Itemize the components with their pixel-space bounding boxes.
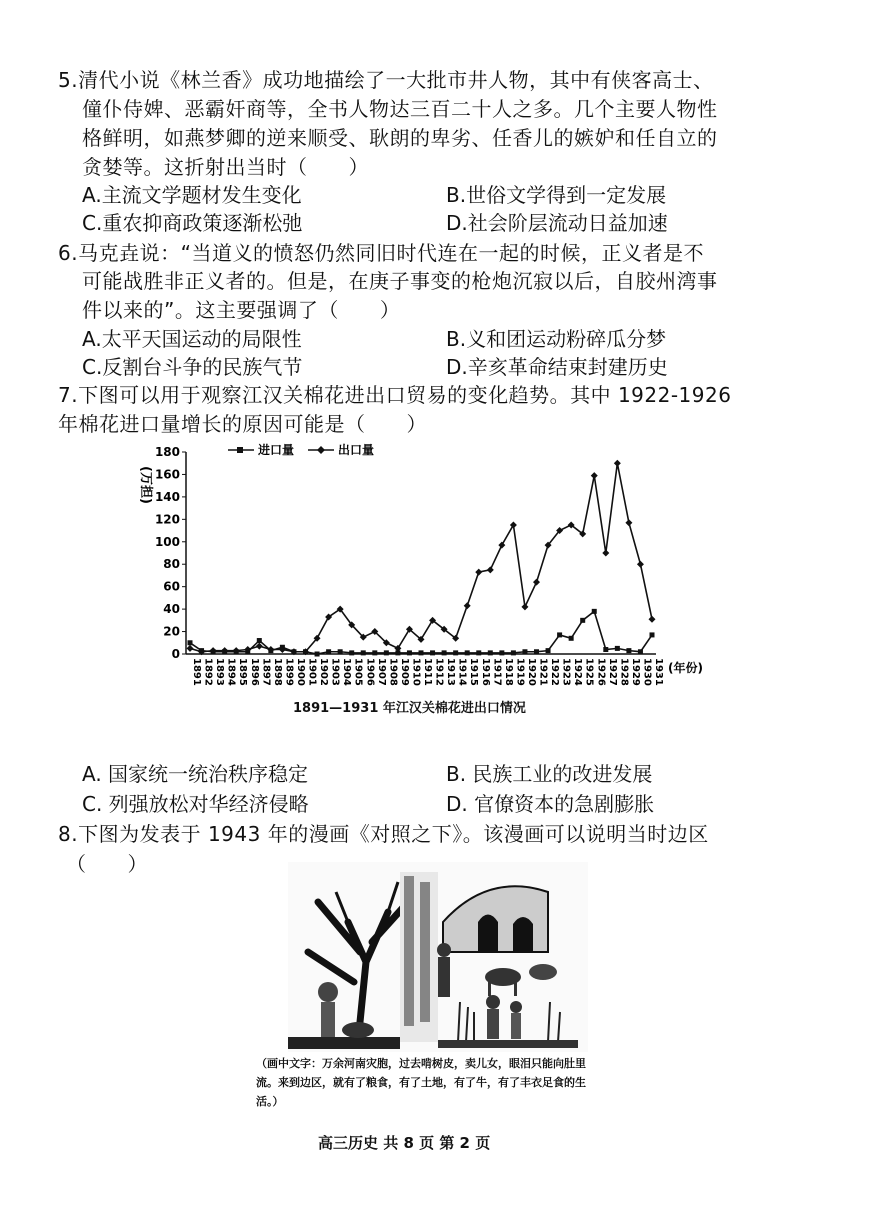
data-point-import [407, 650, 412, 655]
x-tick-label: 1929 [629, 658, 641, 686]
data-point-export [487, 566, 494, 573]
x-tick-label: 1908 [387, 658, 399, 686]
y-tick-label: 20 [163, 624, 180, 639]
x-tick-label: 1894 [225, 658, 237, 686]
data-point-import [522, 649, 527, 654]
option-5d[interactable]: D.社会阶层流动日益加速 [446, 211, 668, 235]
data-point-import [499, 650, 504, 655]
data-point-export [475, 569, 482, 576]
y-axis-ticks [155, 445, 186, 661]
data-point-import [476, 650, 481, 655]
x-tick-label: 1909 [398, 658, 410, 686]
y-tick-label: 40 [163, 602, 180, 617]
x-tick-label: 1898 [271, 658, 283, 686]
data-point-export [533, 579, 540, 586]
question-7-line: 年棉花进口量增长的原因可能是（ ） [58, 412, 427, 436]
data-point-import [569, 636, 574, 641]
x-tick-label: 1911 [422, 658, 433, 686]
data-point-export [591, 472, 598, 479]
x-tick-label: 1891 [191, 658, 202, 686]
x-tick-label: 1927 [606, 658, 618, 686]
option-6a[interactable]: A.太平天国运动的局限性 [82, 327, 302, 351]
data-point-import [638, 649, 643, 654]
x-tick-label: 1893 [214, 658, 226, 686]
x-tick-label: 1919 [514, 658, 526, 686]
x-tick-label: 1926 [595, 658, 607, 686]
question-6-line: 可能战胜非正义者的。但是，在庚子事变的枪炮沉寂以后，自胶州湾事 [82, 269, 718, 293]
x-tick-label: 1900 [294, 658, 306, 686]
cotton-trade-line-chart [130, 438, 720, 698]
x-tick-label: 1916 [479, 658, 491, 686]
x-tick-label: 1901 [306, 658, 318, 686]
data-point-export [602, 550, 609, 557]
x-tick-label: 1892 [202, 658, 214, 686]
x-tick-label: 1903 [329, 658, 341, 686]
y-tick-label: 60 [163, 579, 180, 594]
data-point-export [625, 519, 632, 526]
data-point-export [614, 460, 621, 467]
data-point-import [534, 649, 539, 654]
question-6-line: 件以来的”。这主要强调了（ ） [82, 298, 401, 322]
option-6c[interactable]: C.反割台斗争的民族气节 [82, 355, 303, 379]
data-point-import [603, 647, 608, 652]
option-7d[interactable]: D. 官僚资本的急剧膨胀 [446, 792, 655, 816]
x-tick-label: 1913 [445, 658, 457, 686]
data-point-import [615, 646, 620, 651]
x-tick-label: 1904 [341, 658, 353, 686]
data-point-import [546, 648, 551, 653]
data-point-export [187, 645, 194, 652]
legend-label-export: 出口量 [338, 443, 375, 457]
data-point-import [338, 649, 343, 654]
x-tick-label: 1906 [364, 658, 376, 686]
x-tick-label: 1930 [641, 658, 653, 686]
y-tick-label: 120 [154, 512, 180, 527]
option-5b[interactable]: B.世俗文学得到一定发展 [446, 183, 667, 207]
cartoon-caption: （画中文字：万余河南灾胞，过去啃树皮，卖儿女，眼泪只能向肚里流。来到边区，就有了粮食，有了土地，有了牛，有了丰衣足食的生活。） [256, 1057, 586, 1108]
chart-series [187, 460, 656, 657]
x-tick-label: 1921 [537, 658, 549, 686]
data-point-import [188, 640, 193, 645]
data-point-import [315, 652, 320, 657]
question-5-line: 格鲜明，如燕梦卿的逆来顺受、耿朗的卑劣、任香儿的嫉妒和任自立的 [82, 126, 718, 150]
question-5-line: 僮仆侍婢、恶霸奸商等，全书人物达三百二十人之多。几个主要人物性 [82, 97, 718, 121]
x-tick-label: 1910 [410, 658, 422, 686]
data-point-export [510, 521, 517, 528]
page-footer: 高三历史 共 8 页 第 2 页 [318, 1134, 491, 1152]
y-tick-label: 140 [154, 489, 180, 504]
option-6b[interactable]: B.义和团运动粉碎瓜分梦 [446, 327, 667, 351]
option-7b[interactable]: B. 民族工业的改进发展 [446, 762, 653, 786]
x-tick-label: 1907 [375, 658, 387, 686]
option-6d[interactable]: D.辛亥革命结束封建历史 [446, 355, 668, 379]
data-point-import [419, 650, 424, 655]
cartoon-vertical-text [400, 872, 438, 1042]
chart-title: 1891—1931 年江汉关棉花进出口情况 [293, 701, 526, 716]
x-tick-label: 1923 [560, 658, 572, 686]
question-8-line: 8.下图为发表于 1943 年的漫画《对照之下》。该漫画可以说明当时边区 [58, 822, 709, 846]
data-point-import [442, 650, 447, 655]
option-5c[interactable]: C.重农抑商政策逐渐松弛 [82, 211, 303, 235]
option-7c[interactable]: C. 列强放松对华经济侵略 [82, 792, 309, 816]
y-axis-label: (万担) [138, 466, 153, 504]
question-8-line: （ ） [66, 852, 148, 876]
data-point-export [521, 603, 528, 610]
option-5a[interactable]: A.主流文学题材发生变化 [82, 183, 302, 207]
x-tick-label: 1902 [318, 658, 330, 686]
data-point-import [626, 648, 631, 653]
data-point-import [465, 650, 470, 655]
x-tick-label: 1912 [433, 658, 445, 686]
data-point-import [326, 649, 331, 654]
y-tick-label: 180 [154, 445, 180, 459]
cartoon-image [288, 862, 588, 1052]
chart-legend [228, 442, 374, 457]
chart-axes [186, 452, 656, 654]
y-tick-label: 80 [163, 557, 180, 572]
data-point-import [488, 650, 493, 655]
x-tick-label: 1915 [468, 658, 480, 686]
data-point-import [430, 650, 435, 655]
series-line-export [190, 463, 652, 652]
data-point-import [592, 609, 597, 614]
question-7-line: 7.下图可以用于观察江汉关棉花进出口贸易的变化趋势。其中 1922-1926 [58, 383, 732, 407]
data-point-import [257, 638, 262, 643]
data-point-export [637, 561, 644, 568]
x-axis-ticks [191, 658, 664, 686]
question-6-line: 6.马克垚说：“当道义的愤怒仍然同旧时代连在一起的时候，正义者是不 [58, 241, 704, 265]
y-tick-label: 160 [154, 467, 180, 482]
x-tick-label: 1917 [491, 658, 503, 686]
question-5-line: 5.清代小说《林兰香》成功地描绘了一大批市井人物，其中有侠客高士、 [58, 68, 714, 92]
question-5-line: 贪婪等。这折射出当时（ ） [82, 155, 369, 179]
data-point-import [372, 650, 377, 655]
data-point-import [580, 618, 585, 623]
data-point-import [361, 650, 366, 655]
x-tick-label: 1914 [456, 658, 468, 686]
option-7a[interactable]: A. 国家统一统治秩序稳定 [82, 762, 309, 786]
data-point-import [349, 650, 354, 655]
data-point-import [511, 650, 516, 655]
x-tick-label: 1920 [525, 658, 537, 686]
x-tick-label: 1896 [248, 658, 260, 686]
x-tick-label: 1928 [618, 658, 630, 686]
x-tick-label: 1922 [549, 658, 561, 686]
data-point-import [453, 650, 458, 655]
x-tick-label: 1897 [260, 658, 272, 686]
data-point-export [498, 542, 505, 549]
x-tick-label: 1899 [283, 658, 295, 686]
data-point-import [557, 632, 562, 637]
legend-label-import: 进口量 [258, 443, 295, 457]
x-tick-label: 1905 [352, 658, 364, 686]
legend-item-import [228, 442, 294, 457]
x-tick-label: 1895 [237, 658, 249, 686]
data-point-export [649, 616, 656, 623]
y-tick-label: 0 [171, 647, 180, 661]
y-tick-label: 100 [154, 534, 180, 549]
data-point-export [464, 602, 471, 609]
x-tick-label: 1918 [502, 658, 514, 686]
x-tick-label: 1931 [653, 658, 664, 686]
x-axis-label: (年份) [668, 661, 703, 675]
data-point-import [650, 632, 655, 637]
data-point-import [384, 650, 389, 655]
legend-item-export [308, 442, 374, 457]
x-tick-label: 1924 [572, 658, 584, 686]
x-tick-label: 1925 [583, 658, 595, 686]
